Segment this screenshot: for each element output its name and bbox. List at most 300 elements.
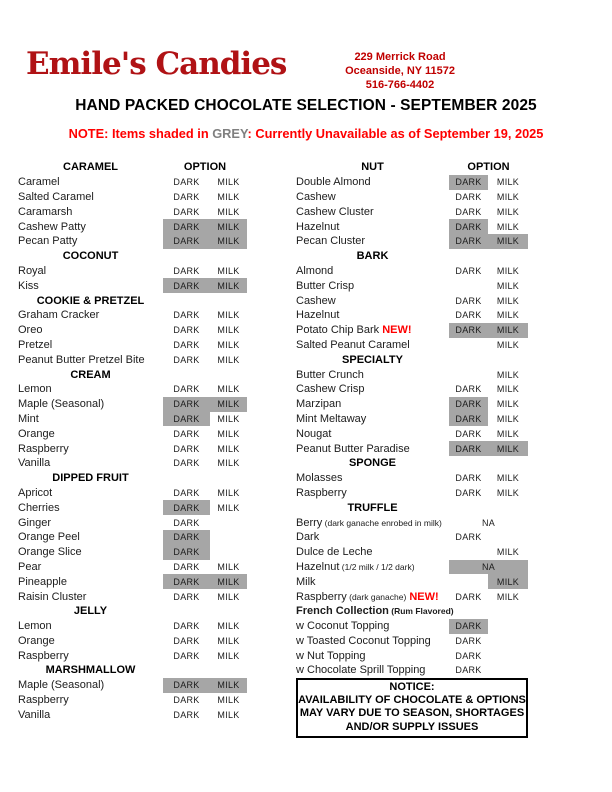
dark-option-cell: DARK <box>163 278 210 293</box>
section-title: CREAM <box>70 368 111 381</box>
dark-option-cell: DARK <box>449 219 488 234</box>
item-name-text: Cashew <box>296 294 336 307</box>
dark-option-cell: DARK <box>449 323 488 338</box>
menu-item-row <box>296 412 528 427</box>
item-name <box>18 235 163 247</box>
section-title: TRUFFLE <box>347 501 398 514</box>
item-name-text: Cashew Patty <box>18 220 86 233</box>
item-name-text: w Chocolate Sprill Topping <box>296 664 426 677</box>
menu-item-row <box>18 352 247 367</box>
option-span-cell: NA <box>449 560 528 575</box>
menu-item-row <box>18 515 247 530</box>
item-name-text: Mint <box>18 412 39 425</box>
menu-item-row <box>18 190 247 205</box>
menu-item-row <box>18 648 247 663</box>
item-name <box>296 605 454 618</box>
item-name <box>18 546 163 558</box>
item-name <box>296 428 449 440</box>
dark-option-cell: DARK <box>163 574 210 589</box>
milk-option-cell: MILK <box>496 487 520 498</box>
item-name-detail: (dark ganache) <box>346 591 407 602</box>
menu-item-row <box>296 323 528 338</box>
milk-option-cell: MILK <box>496 339 520 350</box>
dark-option-cell: DARK <box>163 500 210 515</box>
item-name <box>18 280 163 292</box>
dark-option-cell: DARK <box>455 635 482 646</box>
dark-option-cell: DARK <box>173 428 200 439</box>
dark-option-cell: DARK <box>173 458 200 469</box>
availability-note <box>0 126 612 141</box>
item-name-text: Salted Caramel <box>18 190 94 203</box>
milk-option-cell: MILK <box>217 650 240 661</box>
menu-item-row <box>18 308 247 323</box>
item-name <box>296 295 449 307</box>
dark-option-cell: DARK <box>455 191 482 202</box>
item-name-text: Orange Peel <box>18 531 80 544</box>
menu-item-row <box>18 589 247 604</box>
dark-option-cell: DARK <box>173 384 200 395</box>
dark-option-cell: DARK <box>173 695 200 706</box>
option-span-cell: NA <box>481 517 496 528</box>
item-name-text: Pecan Patty <box>18 235 78 248</box>
option-column-header: OPTION <box>183 161 227 174</box>
item-name <box>18 221 163 233</box>
section-title: COOKIE & PRETZEL <box>36 294 145 307</box>
milk-option-cell: MILK <box>496 177 520 188</box>
note-grey-word: GREY <box>212 126 248 141</box>
milk-option-cell: MILK <box>210 278 247 293</box>
milk-option-cell: MILK <box>217 502 240 513</box>
section-header-row <box>296 160 528 175</box>
menu-item-row <box>18 278 247 293</box>
menu-item-row <box>296 308 528 323</box>
item-name <box>296 221 449 233</box>
menu-item-row <box>296 471 528 486</box>
section-header-row <box>296 352 528 367</box>
item-name-detail: (1/2 milk / 1/2 dark) <box>339 561 415 572</box>
section-title: BARK <box>356 250 389 263</box>
note-suffix: : Currently Unavailable as of September 19, 2025 <box>247 126 544 141</box>
dark-option-cell: DARK <box>173 635 200 646</box>
item-name <box>296 176 449 188</box>
item-name-text: Dark <box>296 531 320 544</box>
item-name <box>18 309 163 321</box>
dark-option-cell: DARK <box>449 175 488 190</box>
item-name <box>296 398 449 410</box>
item-name-text: Hazelnut <box>296 220 340 233</box>
dark-option-cell: DARK <box>173 206 200 217</box>
dark-option-cell: DARK <box>455 650 482 661</box>
note-prefix: NOTE: Items shaded in <box>68 126 213 141</box>
item-name-text: Raspberry <box>18 442 69 455</box>
item-name-text: Salted Peanut Caramel <box>296 338 410 351</box>
item-name <box>18 354 163 366</box>
item-name-text: Caramarsh <box>18 205 73 218</box>
item-name-text: Peanut Butter Paradise <box>296 442 410 455</box>
milk-option-cell: MILK <box>496 428 520 439</box>
item-name-detail: (Rum Flavored) <box>388 606 454 617</box>
item-name-text: Potato Chip Bark <box>296 324 380 337</box>
menu-item-row <box>18 530 247 545</box>
item-name-text: Raspberry <box>296 486 347 499</box>
menu-item-row <box>18 500 247 515</box>
item-name <box>296 443 449 455</box>
item-name-text: Maple (Seasonal) <box>18 398 105 411</box>
section-title: SPONGE <box>348 457 397 470</box>
dark-option-cell <box>449 367 488 382</box>
section-title: JELLY <box>73 605 108 618</box>
dark-option-cell: DARK <box>163 545 210 560</box>
item-name <box>296 472 449 484</box>
menu-item-row <box>18 441 247 456</box>
item-name <box>18 650 163 662</box>
menu-item-row <box>18 338 247 353</box>
section-title: SPECIALTY <box>342 353 403 366</box>
dark-option-cell: DARK <box>173 621 200 632</box>
dark-option-cell: DARK <box>163 678 210 693</box>
section-title: NUT <box>361 161 384 174</box>
item-name <box>18 694 163 706</box>
menu-item-row <box>296 338 528 353</box>
section-title: CARAMEL <box>63 161 118 174</box>
milk-option-cell: MILK <box>496 591 520 602</box>
item-name <box>18 176 163 188</box>
dark-option-cell: DARK <box>455 473 482 484</box>
section-title: DIPPED FRUIT <box>52 472 129 485</box>
milk-option-cell: MILK <box>496 265 520 276</box>
menu-item-row <box>296 530 528 545</box>
menu-item-row <box>18 693 247 708</box>
dark-option-cell: DARK <box>173 265 200 276</box>
menu-item-row <box>18 204 247 219</box>
item-name-text: Maple (Seasonal) <box>18 679 105 692</box>
item-name-text: Dulce de Leche <box>296 546 373 559</box>
dark-option-cell <box>449 604 488 619</box>
menu-item-row <box>296 574 528 589</box>
menu-item-row <box>18 486 247 501</box>
dark-option-cell: DARK <box>163 397 210 412</box>
menu-item-row <box>296 190 528 205</box>
menu-item-row <box>296 397 528 412</box>
item-name <box>296 576 449 588</box>
item-name <box>18 383 163 395</box>
menu-item-row <box>296 619 528 634</box>
item-name <box>18 324 163 336</box>
item-name-text: w Toasted Coconut Topping <box>296 634 431 647</box>
dark-option-cell: DARK <box>455 428 482 439</box>
item-name-text: Hazelnut <box>296 309 340 322</box>
menu-item-row <box>296 204 528 219</box>
dark-option-cell: DARK <box>163 234 210 249</box>
item-name <box>296 635 449 647</box>
dark-option-cell: DARK <box>455 487 482 498</box>
milk-option-cell: MILK <box>496 473 520 484</box>
item-name-text: Double Almond <box>296 176 371 189</box>
notice-box <box>296 678 528 738</box>
item-name-text: Orange <box>18 634 55 647</box>
dark-option-cell: DARK <box>173 591 200 602</box>
item-name-text: Ginger <box>18 516 52 529</box>
milk-option-cell: MILK <box>496 310 520 321</box>
item-name <box>18 398 163 410</box>
item-name-text: Raspberry <box>296 590 347 603</box>
milk-option-cell: MILK <box>210 219 247 234</box>
menu-item-row <box>296 382 528 397</box>
dark-option-cell: DARK <box>173 339 200 350</box>
milk-option-cell: MILK <box>496 221 520 232</box>
menu-item-row <box>296 219 528 234</box>
menu-item-row <box>18 456 247 471</box>
dark-option-cell: DARK <box>173 561 200 572</box>
dark-option-cell: DARK <box>449 397 488 412</box>
menu-item-row <box>296 545 528 560</box>
milk-option-cell <box>488 604 528 619</box>
milk-option-cell: MILK <box>217 206 240 217</box>
milk-option-cell: MILK <box>217 487 240 498</box>
item-name-text: Lemon <box>18 620 52 633</box>
item-name-text: Cashew <box>296 190 336 203</box>
milk-option-cell: MILK <box>496 206 520 217</box>
milk-option-cell: MILK <box>496 369 520 380</box>
item-name-detail: (dark ganache enrobed in milk) <box>322 517 442 528</box>
menu-item-row <box>296 234 528 249</box>
section-header-row <box>18 293 247 308</box>
menu-item-row <box>18 234 247 249</box>
milk-option-cell: MILK <box>217 695 240 706</box>
dark-option-cell: DARK <box>449 441 488 456</box>
item-name <box>18 531 163 543</box>
item-name <box>18 635 163 647</box>
notice-line: AND/OR SUPPLY ISSUES <box>345 720 479 733</box>
dark-option-cell: DARK <box>455 591 482 602</box>
section-header-row <box>18 367 247 382</box>
item-name <box>296 369 449 381</box>
milk-option-cell: MILK <box>217 177 240 188</box>
item-name <box>296 413 449 425</box>
item-name-text: Raisin Cluster <box>18 590 87 603</box>
item-name-text: Cherries <box>18 501 60 514</box>
menu-item-row <box>296 604 528 619</box>
milk-option-cell <box>488 619 528 634</box>
item-name-text: w Coconut Topping <box>296 620 390 633</box>
milk-option-cell: MILK <box>210 574 247 589</box>
dark-option-cell: DARK <box>455 265 482 276</box>
milk-option-cell: MILK <box>496 384 520 395</box>
item-name-text: Raspberry <box>18 694 69 707</box>
item-name-text: Mint Meltaway <box>296 412 367 425</box>
item-name-text: Lemon <box>18 383 52 396</box>
menu-item-row <box>18 545 247 560</box>
milk-option-cell <box>210 545 247 560</box>
milk-option-cell: MILK <box>488 441 528 456</box>
dark-option-cell <box>449 574 488 589</box>
milk-option-cell: MILK <box>496 413 520 424</box>
dark-option-cell: DARK <box>455 384 482 395</box>
section-header-row <box>18 249 247 264</box>
item-name <box>296 235 449 247</box>
menu-item-row <box>18 560 247 575</box>
dark-option-cell: DARK <box>173 487 200 498</box>
store-address <box>298 50 502 92</box>
item-name <box>18 487 163 499</box>
section-header-row <box>18 604 247 619</box>
item-name <box>18 413 163 425</box>
address-phone: 516-766-4402 <box>365 79 435 91</box>
item-name-text: Peanut Butter Pretzel Bite <box>18 353 145 366</box>
menu-item-row <box>18 634 247 649</box>
menu-item-row <box>18 382 247 397</box>
item-name <box>296 546 449 558</box>
item-name <box>18 576 163 588</box>
item-name <box>296 487 449 499</box>
menu-item-row <box>296 264 528 279</box>
section-header-row <box>18 471 247 486</box>
menu-item-row <box>296 486 528 501</box>
menu-item-row <box>296 560 528 575</box>
menu-item-row <box>18 175 247 190</box>
milk-option-cell: MILK <box>210 678 247 693</box>
milk-option-cell: MILK <box>496 399 520 410</box>
dark-option-cell: DARK <box>455 295 482 306</box>
milk-option-cell: MILK <box>496 547 520 558</box>
menu-item-row <box>296 441 528 456</box>
item-name-text: Milk <box>296 575 316 588</box>
menu-item-row <box>296 634 528 649</box>
item-name <box>296 591 449 603</box>
section-header-row <box>296 500 528 515</box>
dark-option-cell: DARK <box>173 517 200 528</box>
menu-item-row <box>18 323 247 338</box>
item-name <box>18 620 163 632</box>
milk-option-cell: MILK <box>217 310 240 321</box>
dark-option-cell <box>449 545 488 560</box>
item-name <box>18 709 163 721</box>
item-name-text: Cashew Cluster <box>296 205 374 218</box>
item-name-text: Graham Cracker <box>18 309 100 322</box>
menu-item-row <box>18 412 247 427</box>
menu-item-row <box>296 278 528 293</box>
new-badge: NEW! <box>379 324 412 337</box>
menu-column-left <box>18 160 247 722</box>
item-name <box>296 620 449 632</box>
item-name-text: Vanilla <box>18 708 51 721</box>
section-header-row <box>18 160 247 175</box>
milk-option-cell: MILK <box>217 561 240 572</box>
item-name-text: Butter Crunch <box>296 368 364 381</box>
menu <box>18 160 528 722</box>
menu-item-row <box>18 397 247 412</box>
menu-item-row <box>296 589 528 604</box>
item-name <box>296 650 449 662</box>
item-name-text: Molasses <box>296 472 343 485</box>
item-name-text: Royal <box>18 264 47 277</box>
item-name-text: Kiss <box>18 279 39 292</box>
milk-option-cell: MILK <box>210 397 247 412</box>
item-name-text: Pineapple <box>18 575 67 588</box>
item-name <box>296 191 449 203</box>
item-name <box>296 664 449 676</box>
address-street: 229 Merrick Road <box>354 51 446 63</box>
item-name-text: Cashew Crisp <box>296 383 365 396</box>
menu-item-row <box>296 367 528 382</box>
milk-option-cell: MILK <box>217 709 240 720</box>
menu-item-row <box>296 515 528 530</box>
menu-item-row <box>18 426 247 441</box>
option-column-header: OPTION <box>467 161 510 174</box>
section-title: MARSHMALLOW <box>45 664 136 677</box>
dark-option-cell: DARK <box>163 412 210 427</box>
item-name <box>296 265 449 277</box>
notice-title: NOTICE: <box>389 681 435 693</box>
menu-item-row <box>18 707 247 722</box>
milk-option-cell: MILK <box>217 384 240 395</box>
store-logo: Emile's Candies <box>26 46 287 82</box>
notice-line: MAY VARY DUE TO SEASON, SHORTAGES <box>299 707 525 720</box>
item-name-text: Berry <box>296 516 323 529</box>
milk-option-cell: MILK <box>217 354 240 365</box>
item-name-text: Hazelnut <box>296 560 340 573</box>
dark-option-cell: DARK <box>173 443 200 454</box>
milk-option-cell: MILK <box>217 413 240 424</box>
item-name-text: French Collection <box>296 605 389 618</box>
item-name <box>18 679 163 691</box>
item-name <box>18 339 163 351</box>
item-name <box>296 517 449 529</box>
item-name-text: Pecan Cluster <box>296 235 366 248</box>
item-name <box>18 517 163 529</box>
item-name <box>296 206 449 218</box>
milk-option-cell: MILK <box>496 295 520 306</box>
milk-option-cell: MILK <box>496 191 520 202</box>
dark-option-cell: DARK <box>455 532 482 543</box>
dark-option-cell: DARK <box>455 665 482 676</box>
milk-option-cell: MILK <box>217 339 240 350</box>
menu-item-row <box>296 663 528 678</box>
milk-option-cell: MILK <box>488 574 528 589</box>
menu-item-row <box>296 648 528 663</box>
milk-option-cell <box>488 634 528 649</box>
milk-option-cell: MILK <box>496 280 520 291</box>
dark-option-cell: DARK <box>173 650 200 661</box>
item-name <box>296 324 449 336</box>
dark-option-cell: DARK <box>163 219 210 234</box>
item-name-text: Almond <box>296 264 334 277</box>
dark-option-cell: DARK <box>173 310 200 321</box>
dark-option-cell <box>449 278 488 293</box>
milk-option-cell: MILK <box>217 191 240 202</box>
item-name-text: Apricot <box>18 486 53 499</box>
milk-option-cell: MILK <box>217 428 240 439</box>
milk-option-cell <box>210 515 247 530</box>
menu-item-row <box>18 219 247 234</box>
item-name-text: Oreo <box>18 324 43 337</box>
milk-option-cell <box>488 648 528 663</box>
milk-option-cell: MILK <box>488 323 528 338</box>
menu-column-right <box>296 160 528 722</box>
dark-option-cell: DARK <box>173 177 200 188</box>
dark-option-cell: DARK <box>455 206 482 217</box>
section-header-row <box>296 249 528 264</box>
milk-option-cell: MILK <box>217 591 240 602</box>
menu-item-row <box>18 619 247 634</box>
item-name <box>18 206 163 218</box>
item-name-text: Marzipan <box>296 398 342 411</box>
dark-option-cell: DARK <box>173 709 200 720</box>
dark-option-cell: DARK <box>173 354 200 365</box>
item-name <box>18 457 163 469</box>
notice-line: AVAILABILITY OF CHOCOLATE & OPTIONS <box>298 694 526 707</box>
item-name <box>18 265 163 277</box>
